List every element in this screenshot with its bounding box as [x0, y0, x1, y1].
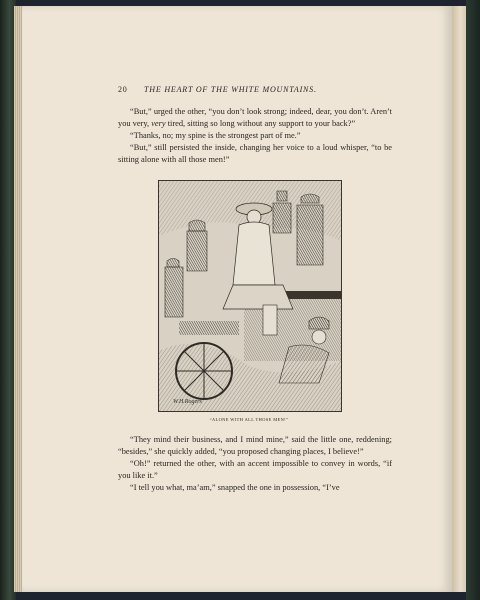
paragraph: “I tell you what, ma’am,” snapped the one in possession, “I’ve — [130, 483, 340, 492]
illustration-caption: “ALONE WITH ALL THOSE MEN!” — [209, 417, 289, 422]
text-block-top — [118, 106, 392, 166]
artist-signature: W.H.Rogers — [173, 399, 202, 405]
running-title: THE HEART OF THE WHITE MOUNTAINS. — [144, 85, 317, 94]
paragraph: “They mind their business, and I mind mine,” said the little one, reddening; “besides,” she quickly added, “you proposed changing places, I believe!” — [118, 435, 392, 456]
paragraph: “Oh!” returned the other, with an accent impossible to convey in words, “if you like it.” — [118, 459, 392, 480]
page-edges — [14, 6, 22, 592]
page-number: 20 — [118, 85, 128, 94]
book-cover-right — [466, 0, 480, 600]
text-block-bottom — [118, 434, 392, 494]
engraving-illustration — [158, 180, 342, 412]
book-gutter — [452, 6, 466, 592]
paragraph: “Thanks, no; my spine is the strongest part of me.” — [130, 131, 301, 140]
paragraph: “But,” urged the other, “you don’t look strong; indeed, dear, you don’t. Aren’t you very, very tired, sitting so long without any support to your back?” — [118, 107, 392, 128]
paragraph: “But,” still persisted the inside, changing her voice to a loud whisper, “to be sitting alone with all those men!” — [118, 143, 392, 164]
